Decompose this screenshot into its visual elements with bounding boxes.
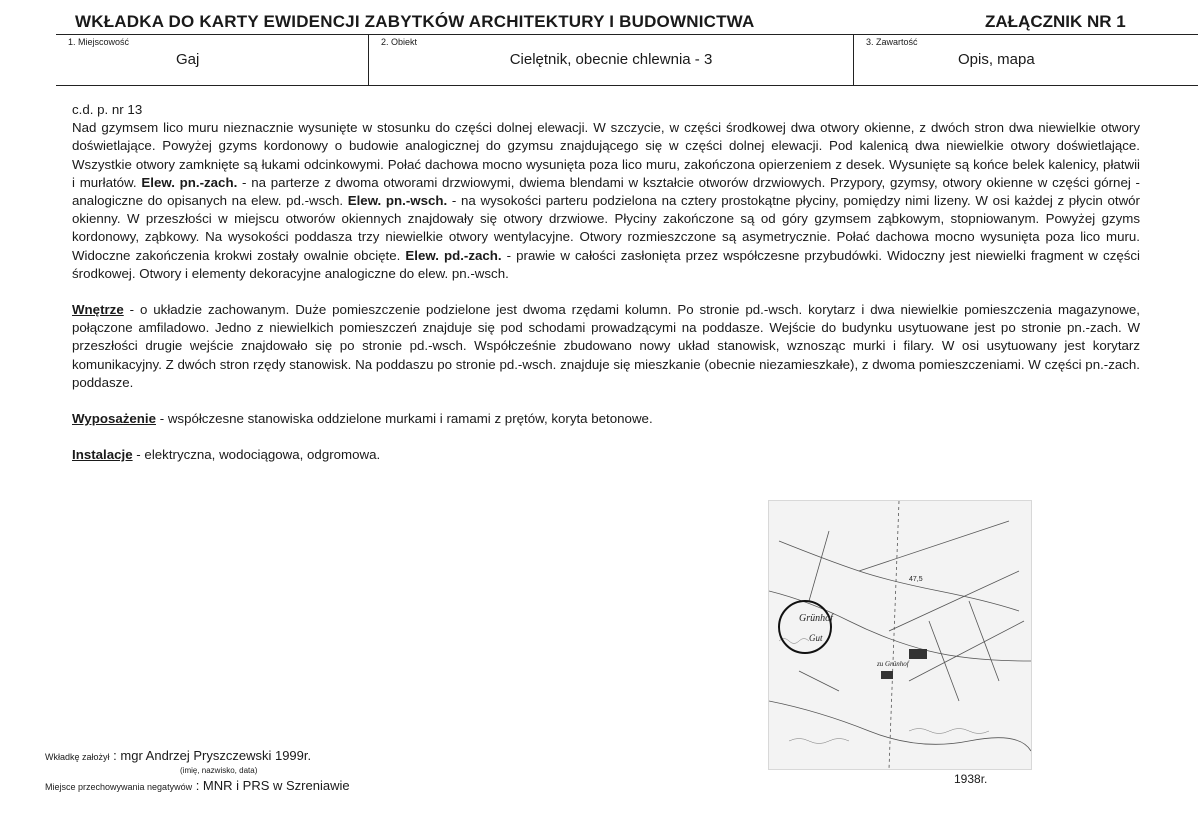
map-caption: 1938r. bbox=[954, 772, 988, 786]
elevation-ne-label: Elew. pn.-wsch. bbox=[347, 193, 448, 209]
field-locality-value: Gaj bbox=[176, 51, 200, 68]
footer-author-label: Wkładkę założył bbox=[45, 752, 110, 762]
footer-storage-label: Miejsce przechowywania negatywów bbox=[45, 782, 193, 792]
map-drawing bbox=[769, 501, 1031, 769]
map-spot-height: 47,5 bbox=[909, 576, 923, 583]
footer-storage bbox=[45, 778, 350, 793]
location-map bbox=[768, 500, 1032, 770]
elevation-paragraph bbox=[72, 119, 1140, 283]
installations-text: - elektryczna, wodociągowa, odgromowa. bbox=[132, 447, 381, 463]
elevation-sw-text: - prawie w całości zasłonięta przez współczesne przybudówki. Widoczny jest niewielki fragment w części środkowej. Otwory i elementy dekoracyjne analogiczne do elew. pn.-wsch. bbox=[72, 247, 1140, 281]
field-locality-label: 1. Miejscowość bbox=[68, 37, 130, 47]
map-label-grunhof: Grünhof bbox=[799, 613, 833, 624]
map-label-zu-grunhof: zu Grünhof bbox=[877, 660, 909, 668]
equipment-paragraph bbox=[72, 410, 1140, 428]
map-label-gut: Gut bbox=[809, 633, 823, 643]
elevation-ne-text: - na wysokości parteru podzielona na cztery prostokątne płyciny, pomiędzy nimi lizeny. W osi każdej z płycin otwór okienny. W przeszłości w miejscu otworów okiennych znajdowały się otwory drzwiowe. Płyciny zakończone są od góry gzymsem ząbkowym, stopniowanym. Powyżej gzyms kordonowy, ząbkowy. Na wysokości poddasza trzy niewielkie otwory wentylacyjne. Otwory rozmieszczone są asymetrycznie. Połać dachowa mocno wysunięta poza lico muru. Widoczne zakończenia krokwi zostały owalnie obcięte. bbox=[72, 193, 1140, 263]
equipment-text: - współczesne stanowiska oddzielone murkami i ramami z prętów, koryta betonowe. bbox=[156, 411, 653, 427]
footer-author bbox=[45, 748, 311, 763]
elevation-sw-label: Elew. pd.-zach. bbox=[405, 247, 502, 263]
installations-paragraph bbox=[72, 446, 1140, 464]
field-object bbox=[369, 35, 854, 85]
field-contents-label: 3. Zawartość bbox=[866, 37, 918, 47]
elevation-nw-text: - na parterze z dwoma otworami drzwiowymi, dwiema blendami w kształcie otworów drzwiowych. Przypory, gzymsy, otwory okienne w części górnej - analogiczne do opisanych na elew. pd.-wsch. bbox=[72, 174, 1140, 209]
interior-paragraph bbox=[72, 301, 1140, 392]
elevation-text-a: Nad gzymsem lico muru nieznacznie wysunięte w stosunku do części dolnej elewacji. W szczycie, w części środkowej dwa otwory okienne, z dwóch stron dwa niewielkie otwory doświetlające. Powyżej gzyms kordonowy o budowie analogicznej do gzymsu znajdującego się w części dolnej elewacji. Pod kalenicą dwa niewielkie otwory doświetlające. Wszystkie otwory zamknięte są łukami odcinkowymi. Połać dachowa mocno wysunięta poza lico muru, zakończona opierzeniem z desek. Wysunięte są końce belek kalenicy, płatwii i murłatów. bbox=[72, 120, 1140, 190]
interior-text: - o układzie zachowanym. Duże pomieszczenie podzielone jest dwoma rzędami kolumn. Po stronie pd.-wsch. korytarz i dwa niewielkie pomieszczenia magazynowe, połączone amfiladowo. Jedno z niewielkich pomieszczeń znajduje się pod schodami prowadzącymi na poddasze. Wejście do budynku usytuowane jest po stronie pn.-zach. W przeszłości drugie wejście znajdowało się po stronie pd.-wsch. Współcześnie zbudowano nowy układ stanowisk, wznosząc murki i filary. W osi usytuowany jest korytarz komunikacyjny. Z dwóch stron rzędy stanowisk. Na poddaszu po stronie pd.-wsch. znajduje się mieszkanie (obecnie niezamieszkałe), z dwoma pomieszczeniami. W części pn.-zach. poddasze. bbox=[72, 302, 1140, 390]
header-fields bbox=[56, 34, 1198, 86]
description-body bbox=[72, 101, 1140, 464]
continuation-note: c.d. p. nr 13 bbox=[72, 102, 143, 117]
elevation-nw-label: Elew. pn.-zach. bbox=[141, 174, 238, 190]
footer-author-value: : mgr Andrzej Pryszczewski 1999r. bbox=[113, 748, 312, 763]
interior-label: Wnętrze bbox=[72, 302, 124, 318]
field-contents bbox=[854, 35, 1198, 85]
field-object-value: Cielętnik, obecnie chlewnia - 3 bbox=[509, 51, 713, 68]
field-contents-value: Opis, mapa bbox=[958, 51, 1035, 68]
field-locality bbox=[56, 35, 369, 85]
annex-label: ZAŁĄCZNIK NR 1 bbox=[985, 12, 1126, 31]
map-location-circle bbox=[779, 601, 831, 653]
footer-author-note: (imię, nazwisko, data) bbox=[180, 766, 258, 775]
field-object-label: 2. Obiekt bbox=[381, 37, 418, 47]
installations-label: Instalacje bbox=[72, 447, 133, 463]
equipment-label: Wyposażenie bbox=[72, 411, 156, 427]
footer-storage-value: : MNR i PRS w Szreniawie bbox=[195, 778, 350, 793]
document-title: WKŁADKA DO KARTY EWIDENCJI ZABYTKÓW ARCHITEKTURY I BUDOWNICTWA bbox=[75, 12, 755, 31]
